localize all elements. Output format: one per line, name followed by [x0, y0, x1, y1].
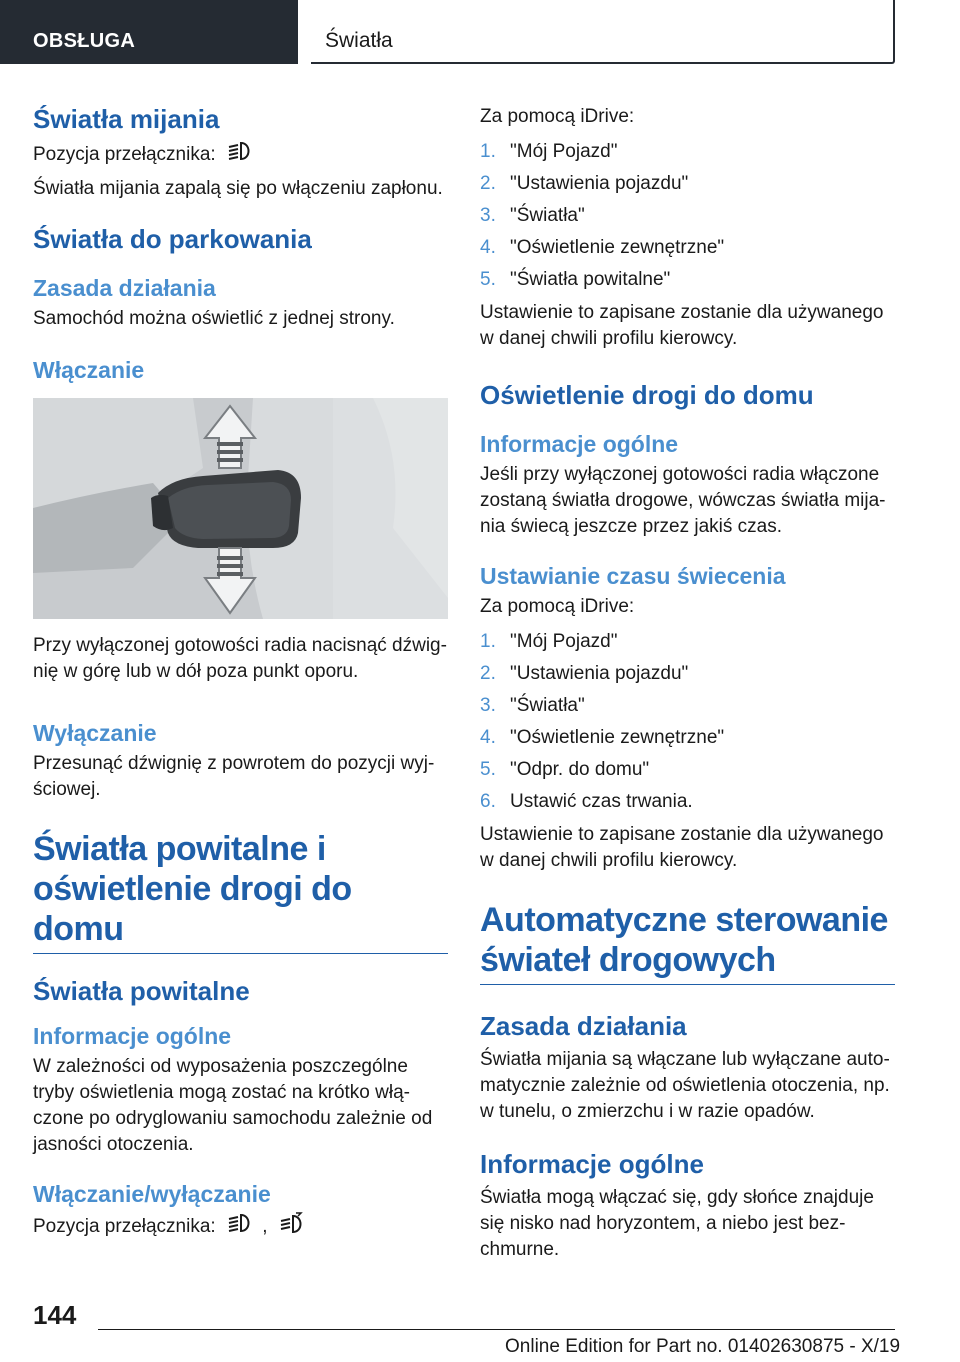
- welcome-info-heading: Informacje ogólne: [33, 1023, 232, 1049]
- step-text: "Światła": [510, 695, 585, 716]
- saved-text: Ustawienie to zapisane zostanie dla używanego w danej chwili profilu kierowcy.: [480, 302, 884, 349]
- icon-separator: ,: [262, 1216, 268, 1238]
- home-steps-list: [480, 626, 895, 818]
- low-beam-heading: Światła mijania: [33, 104, 220, 134]
- idrive-label: Za pomocą iDrive:: [480, 106, 635, 127]
- auto-heading-line1: Automatyczne sterowanie: [480, 901, 888, 939]
- idrive-label: Za pomocą iDrive:: [480, 596, 635, 617]
- home-info-heading: Informacje ogólne: [480, 431, 679, 457]
- position-label: Pozycja przełącznika:: [33, 1216, 216, 1238]
- home-info-text: Jeśli przy wyłączonej gotowości radia włączone zostaną światła drogowe, wówczas światła mijania świecą jeszcze przez jakiś czas.: [480, 464, 886, 537]
- lever-illustration: [33, 398, 448, 619]
- step-number: 1.: [480, 631, 496, 652]
- step-text: Ustawić czas trwania.: [510, 791, 693, 812]
- step-text: "Mój Pojazd": [510, 141, 618, 162]
- welcome-steps-list: [480, 136, 895, 296]
- step-text: "Mój Pojazd": [510, 631, 618, 652]
- auto-principle-text: Światła mijania są włączane lub wyłączane automatycznie zależnie od oświetlenia otoczenia, np. w tunelu, o zmierzchu i w razie opadów.: [480, 1049, 890, 1122]
- parking-off-heading: Wyłączanie: [33, 720, 157, 746]
- step-text: "Światła": [510, 205, 585, 226]
- step-number: 1.: [480, 141, 496, 162]
- edition-text: Online Edition for Part no. 01402630875 - X/19: [505, 1336, 901, 1357]
- step-text: "Odpr. do domu": [510, 759, 650, 780]
- step-text: "Ustawienia pojazdu": [510, 663, 689, 684]
- welcome-title-block: [33, 829, 448, 954]
- home-time-heading: Ustawianie czasu świecenia: [480, 563, 786, 589]
- home-heading: Oświetlenie drogi do domu: [480, 380, 814, 410]
- list-item: [480, 136, 895, 168]
- step-text: "Ustawienia pojazdu": [510, 173, 689, 194]
- saved-text: Ustawienie to zapisane zostanie dla używanego w danej chwili profilu kierowcy.: [480, 824, 884, 871]
- right-column: [480, 96, 895, 1263]
- chapter-tab: [311, 0, 895, 64]
- step-text: "Światła powitalne": [510, 269, 671, 290]
- welcome-subheading: Światła powitalne: [33, 976, 250, 1006]
- section-tab: [0, 0, 298, 64]
- list-item: [480, 626, 895, 658]
- parking-off-text: Przesunąć dźwignię z powrotem do pozycji wyjściowej.: [33, 753, 435, 800]
- list-item: [480, 264, 895, 296]
- step-number: 6.: [480, 791, 496, 812]
- parking-on-heading: Włączanie: [33, 357, 145, 383]
- parking-on-text: Przy wyłączonej gotowości radia nacisnąć dźwignię w górę lub w dół poza punkt oporu.: [33, 635, 447, 682]
- list-item: [480, 786, 895, 818]
- low-beam-icon: [227, 1212, 253, 1242]
- auto-info-heading: Informacje ogólne: [480, 1149, 704, 1179]
- step-text: "Oświetlenie zewnętrzne": [510, 727, 725, 748]
- step-number: 2.: [480, 663, 496, 684]
- welcome-heading-line2: oświetlenie drogi do domu: [33, 870, 352, 948]
- parking-principle-text: Samochód można oświetlić z jednej strony.: [33, 308, 395, 329]
- list-item: [480, 722, 895, 754]
- step-number: 4.: [480, 727, 496, 748]
- welcome-position: [33, 1212, 448, 1242]
- welcome-onoff-heading: Włączanie/wyłączanie: [33, 1181, 271, 1207]
- left-column: [33, 96, 448, 1242]
- welcome-info-text: W zależności od wyposażenia poszczególne tryby oświetlenia mogą zostać na krótko włączone po odryglowaniu samochodu zależnie od jasności otoczenia.: [33, 1056, 433, 1155]
- list-item: [480, 200, 895, 232]
- step-number: 3.: [480, 695, 496, 716]
- step-number: 5.: [480, 269, 496, 290]
- list-item: [480, 168, 895, 200]
- section-title: OBSŁUGA: [33, 30, 136, 52]
- page-number: 144: [33, 1300, 77, 1330]
- low-beam-icon: [227, 140, 253, 170]
- list-item: [480, 690, 895, 722]
- chapter-title: Światła: [325, 29, 393, 52]
- auto-heading-line2: świateł drogowych: [480, 941, 776, 979]
- step-number: 3.: [480, 205, 496, 226]
- step-text: "Oświetlenie zewnętrzne": [510, 237, 725, 258]
- step-number: 5.: [480, 759, 496, 780]
- auto-info-text: Światła mogą włączać się, gdy słońce znajduje się nisko nad horyzontem, a niebo jest bezchmurne.: [480, 1187, 874, 1260]
- parking-principle-heading: Zasada działania: [33, 275, 216, 301]
- welcome-heading-line1: Światła powitalne i: [33, 830, 326, 868]
- footer-divider: [98, 1329, 895, 1330]
- low-beam-position: [33, 140, 448, 170]
- step-number: 2.: [480, 173, 496, 194]
- list-item: [480, 658, 895, 690]
- position-label: Pozycja przełącznika:: [33, 144, 216, 166]
- step-number: 4.: [480, 237, 496, 258]
- auto-title-block: [480, 900, 895, 985]
- parking-heading: Światła do parkowania: [33, 224, 312, 254]
- low-beam-text: Światła mijania zapalą się po włączeniu zapłonu.: [33, 178, 443, 199]
- list-item: [480, 232, 895, 264]
- auto-principle-heading: Zasada działania: [480, 1011, 687, 1041]
- auto-headlight-icon: [279, 1212, 305, 1242]
- list-item: [480, 754, 895, 786]
